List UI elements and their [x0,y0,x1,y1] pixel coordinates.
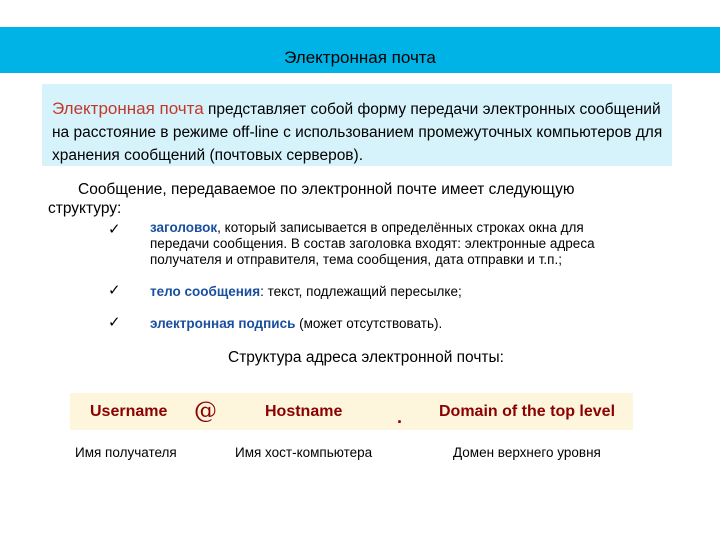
definition-text [52,97,667,167]
at-sign: @ [194,398,217,424]
check-icon: ✓ [108,221,121,238]
list-item-header [150,220,620,268]
definition-body: представляет собой форму передачи электронных сообщений на расстояние в режиме off-line с использованием промежуточных компьютеров для хранения сообщений (почтовых серверов). [52,101,663,164]
hostname-label: Hostname [265,403,343,420]
signature-description: (может отсутствовать). [295,316,443,331]
structure-intro-line-2: структуру: [48,200,122,217]
body-keyword: тело сообщения [150,284,261,299]
list-item-body [150,284,620,300]
definition-box [42,84,672,166]
structure-intro-line-1: Сообщение, передаваемое по электронной почте имеет следующую [78,181,575,198]
signature-keyword: электронная подпись [150,316,296,331]
page-title: Электронная почта [284,48,436,67]
check-icon: ✓ [108,314,121,331]
check-icon: ✓ [108,282,121,299]
domain-caption: Домен верхнего уровня [453,445,601,460]
header-keyword: заголовок [150,220,218,235]
body-description: : текст, подлежащий пересылке; [260,284,462,299]
header-description: , который записывается в определённых строках окна для передачи сообщения. В состав заголовка входят: электронные адреса получателя и отправителя, тема сообщения, дата отправки и т.п.; [150,220,595,267]
username-label: Username [90,403,168,420]
structure-intro [48,180,648,218]
definition-lead: Электронная почта [52,99,204,118]
list-item-signature [150,316,620,332]
domain-label: Domain of the top level [439,403,616,420]
dot-separator: . [397,407,403,427]
address-structure-caption: Структура адреса электронной почты: [228,349,504,366]
hostname-caption: Имя хост-компьютера [235,445,373,460]
username-caption: Имя получателя [75,445,177,460]
title-bar [0,27,720,73]
